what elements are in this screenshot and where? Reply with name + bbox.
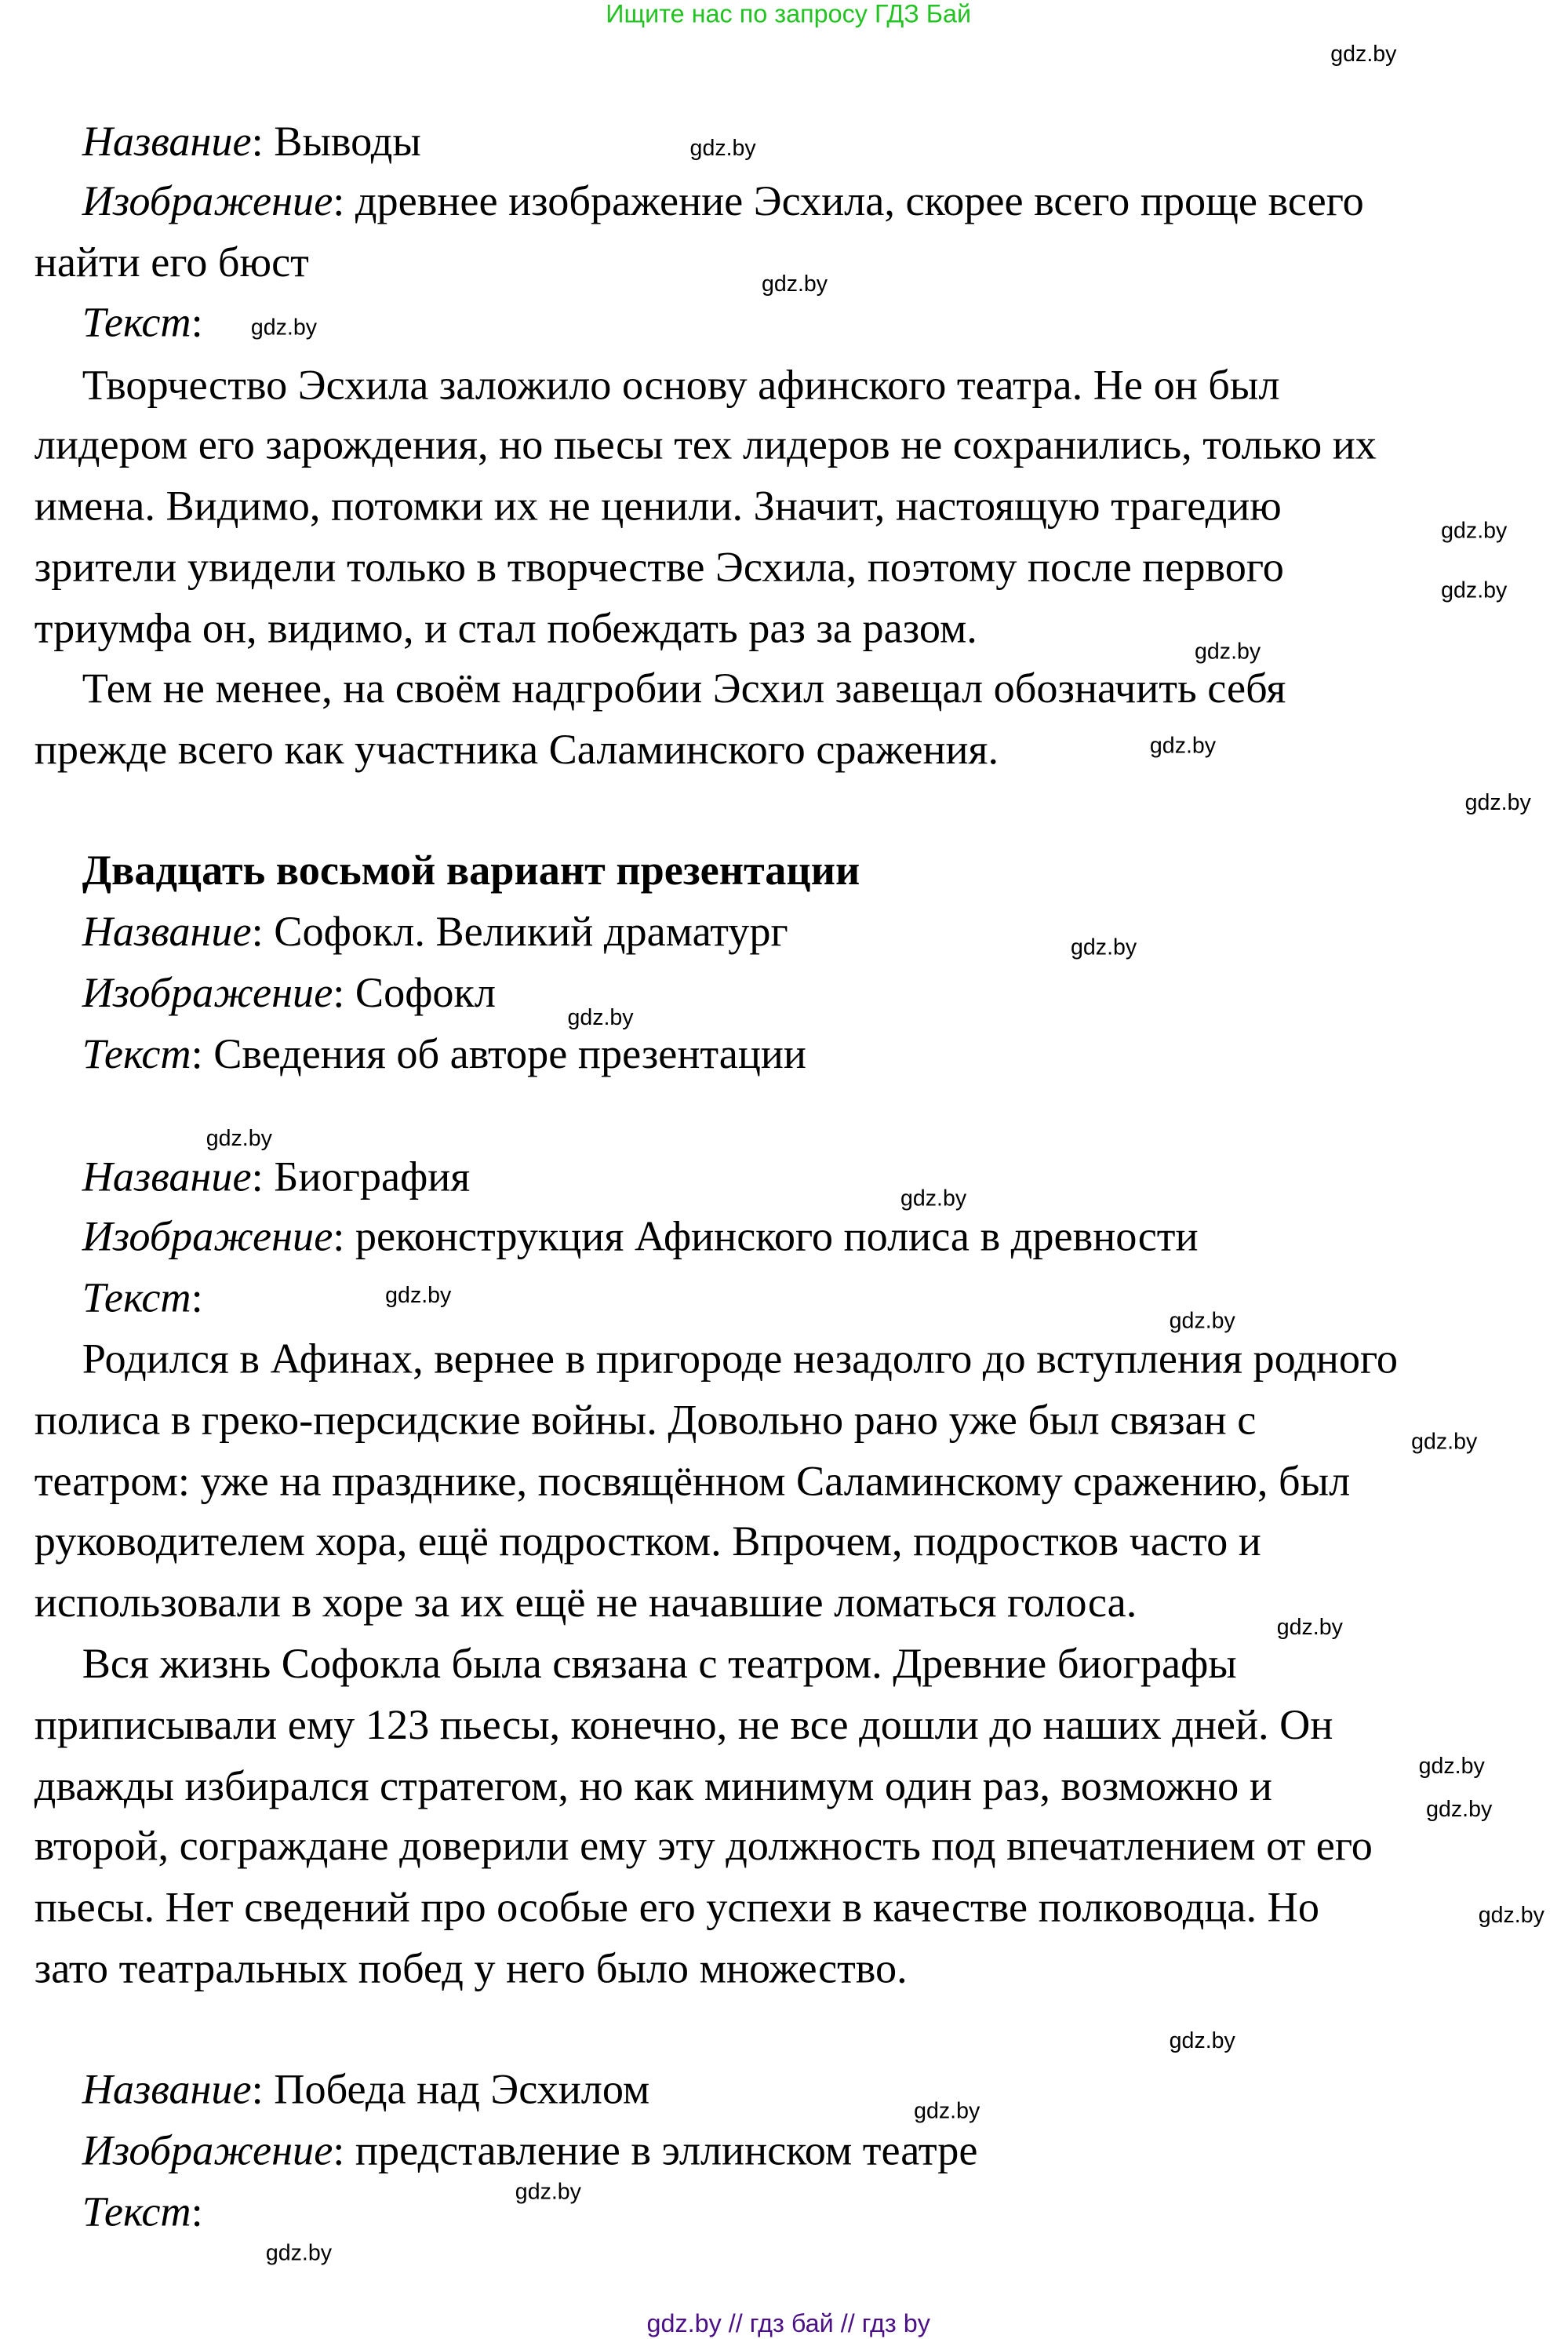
text-line: найти его бюст: [34, 240, 309, 287]
watermark: gdz.by: [1441, 518, 1508, 544]
slide-image-line: [82, 179, 1364, 226]
watermark: gdz.by: [1478, 1903, 1544, 1929]
text-line: зато театральных побед у него было множество.: [34, 1946, 908, 1993]
colon: :: [191, 1032, 203, 1079]
text-line: использовали в хоре за их ещё не начавшие ломаться голоса.: [34, 1580, 1137, 1627]
watermark: gdz.by: [206, 1126, 272, 1152]
text-line: зрители увидели только в творчестве Эсхила, поэтому после первого: [34, 545, 1284, 592]
colon: :: [333, 179, 345, 226]
slide-image-line: [82, 1214, 1199, 1261]
text-line: второй, сограждане доверили ему эту должность под впечатлением от его: [34, 1823, 1373, 1871]
colon: :: [251, 119, 264, 166]
value: Выводы: [263, 119, 421, 166]
watermark: gdz.by: [1426, 1797, 1493, 1823]
colon: :: [251, 2067, 264, 2114]
watermark: gdz.by: [761, 271, 828, 297]
watermark: gdz.by: [1330, 42, 1397, 67]
text-line: имена. Видимо, потомки их не ценили. Значит, настоящую трагедию: [34, 483, 1282, 530]
colon: :: [251, 1154, 264, 1201]
text-line: Вся жизнь Софокла была связана с театром. Древние биографы: [82, 1641, 1237, 1689]
watermark: gdz.by: [1276, 1615, 1343, 1641]
watermark: gdz.by: [265, 2240, 333, 2267]
header-banner[interactable]: Ищите нас по запросу ГДЗ Бай: [606, 0, 972, 29]
label: Текст: [82, 300, 191, 347]
text-line: театром: уже на празднике, посвящённом Саламинскому сражению, был: [34, 1459, 1351, 1507]
label: Изображение: [82, 2128, 333, 2175]
slide-text-label: [82, 1275, 203, 1322]
watermark: gdz.by: [900, 1186, 967, 1211]
label: Изображение: [82, 179, 333, 226]
slide-image-line: [82, 971, 496, 1018]
label: Название: [82, 909, 252, 956]
value: Сведения об авторе презентации: [202, 1032, 806, 1079]
value: древнее изображение Эсхила, скорее всего проще всего: [344, 179, 1364, 226]
text-line: приписывали ему 123 пьесы, конечно, не все дошли до наших дней. Он: [34, 1703, 1333, 1750]
watermark: gdz.by: [1071, 935, 1137, 961]
slide-image-line: [82, 2128, 978, 2175]
text-line: полиса в греко-персидские войны. Довольно рано уже был связан с: [34, 1397, 1257, 1445]
colon: :: [333, 1214, 345, 1261]
slide-title-line: [82, 909, 788, 956]
label: Название: [82, 119, 252, 166]
value: представление в эллинском театре: [344, 2128, 978, 2175]
section-heading: Двадцать восьмой вариант презентации: [82, 848, 860, 895]
label: Название: [82, 2067, 252, 2114]
text-line: пьесы. Нет сведений про особые его успехи в качестве полководца. Но: [34, 1885, 1319, 1932]
colon: :: [333, 971, 345, 1018]
colon: :: [191, 1275, 203, 1322]
text-line: Родился в Афинах, вернее в пригороде незадолго до вступления родного: [82, 1336, 1399, 1383]
slide-text-label: [82, 300, 203, 347]
watermark: gdz.by: [515, 2179, 581, 2206]
watermark: gdz.by: [385, 1283, 452, 1309]
text-line: лидером его зарождения, но пьесы тех лидеров не сохранились, только их: [34, 422, 1377, 469]
text-line: прежде всего как участника Саламинского сражения.: [34, 727, 999, 774]
slide-title-line: [82, 119, 421, 166]
watermark: gdz.by: [1149, 733, 1217, 760]
colon: :: [333, 2128, 345, 2175]
watermark: gdz.by: [1418, 1754, 1485, 1780]
slide-text-label: [82, 2189, 203, 2236]
text-line: Творчество Эсхила заложило основу афинского театра. Не он был: [82, 363, 1280, 410]
colon: :: [191, 2189, 203, 2236]
value: Победа над Эсхилом: [263, 2067, 650, 2114]
slide-title-line: [82, 1154, 471, 1201]
watermark: gdz.by: [250, 315, 317, 341]
watermark: gdz.by: [567, 1005, 634, 1031]
text-line: дважды избирался стратегом, но как минимум один раз, возможно и: [34, 1764, 1272, 1811]
text-line: Тем не менее, на своём надгробии Эсхил завещал обозначить себя: [82, 666, 1286, 713]
label: Текст: [82, 1032, 191, 1079]
watermark: gdz.by: [1195, 639, 1261, 665]
watermark: gdz.by: [689, 136, 756, 162]
value: Софокл: [344, 971, 496, 1018]
text-line: триумфа он, видимо, и стал побеждать раз за разом.: [34, 606, 977, 653]
watermark: gdz.by: [1169, 2028, 1235, 2054]
colon: :: [251, 909, 264, 956]
value: Софокл. Великий драматург: [263, 909, 788, 956]
label: Название: [82, 1154, 252, 1201]
footer-links[interactable]: gdz.by // гдз бай // гдз by: [646, 2309, 930, 2338]
watermark: gdz.by: [1441, 577, 1508, 604]
text-line: руководителем хора, ещё подростком. Впрочем, подростков часто и: [34, 1519, 1261, 1566]
watermark: gdz.by: [1464, 790, 1531, 816]
label: Изображение: [82, 971, 333, 1018]
label: Текст: [82, 1275, 191, 1322]
watermark: gdz.by: [914, 2098, 980, 2125]
watermark: gdz.by: [1411, 1429, 1478, 1455]
value: Биография: [263, 1154, 471, 1201]
label: Текст: [82, 2189, 191, 2236]
slide-text-line: [82, 1032, 806, 1079]
label: Изображение: [82, 1214, 333, 1261]
value: реконструкция Афинского полиса в древности: [344, 1214, 1199, 1261]
watermark: gdz.by: [1169, 1308, 1235, 1335]
slide-title-line: [82, 2067, 650, 2114]
colon: :: [191, 300, 203, 347]
